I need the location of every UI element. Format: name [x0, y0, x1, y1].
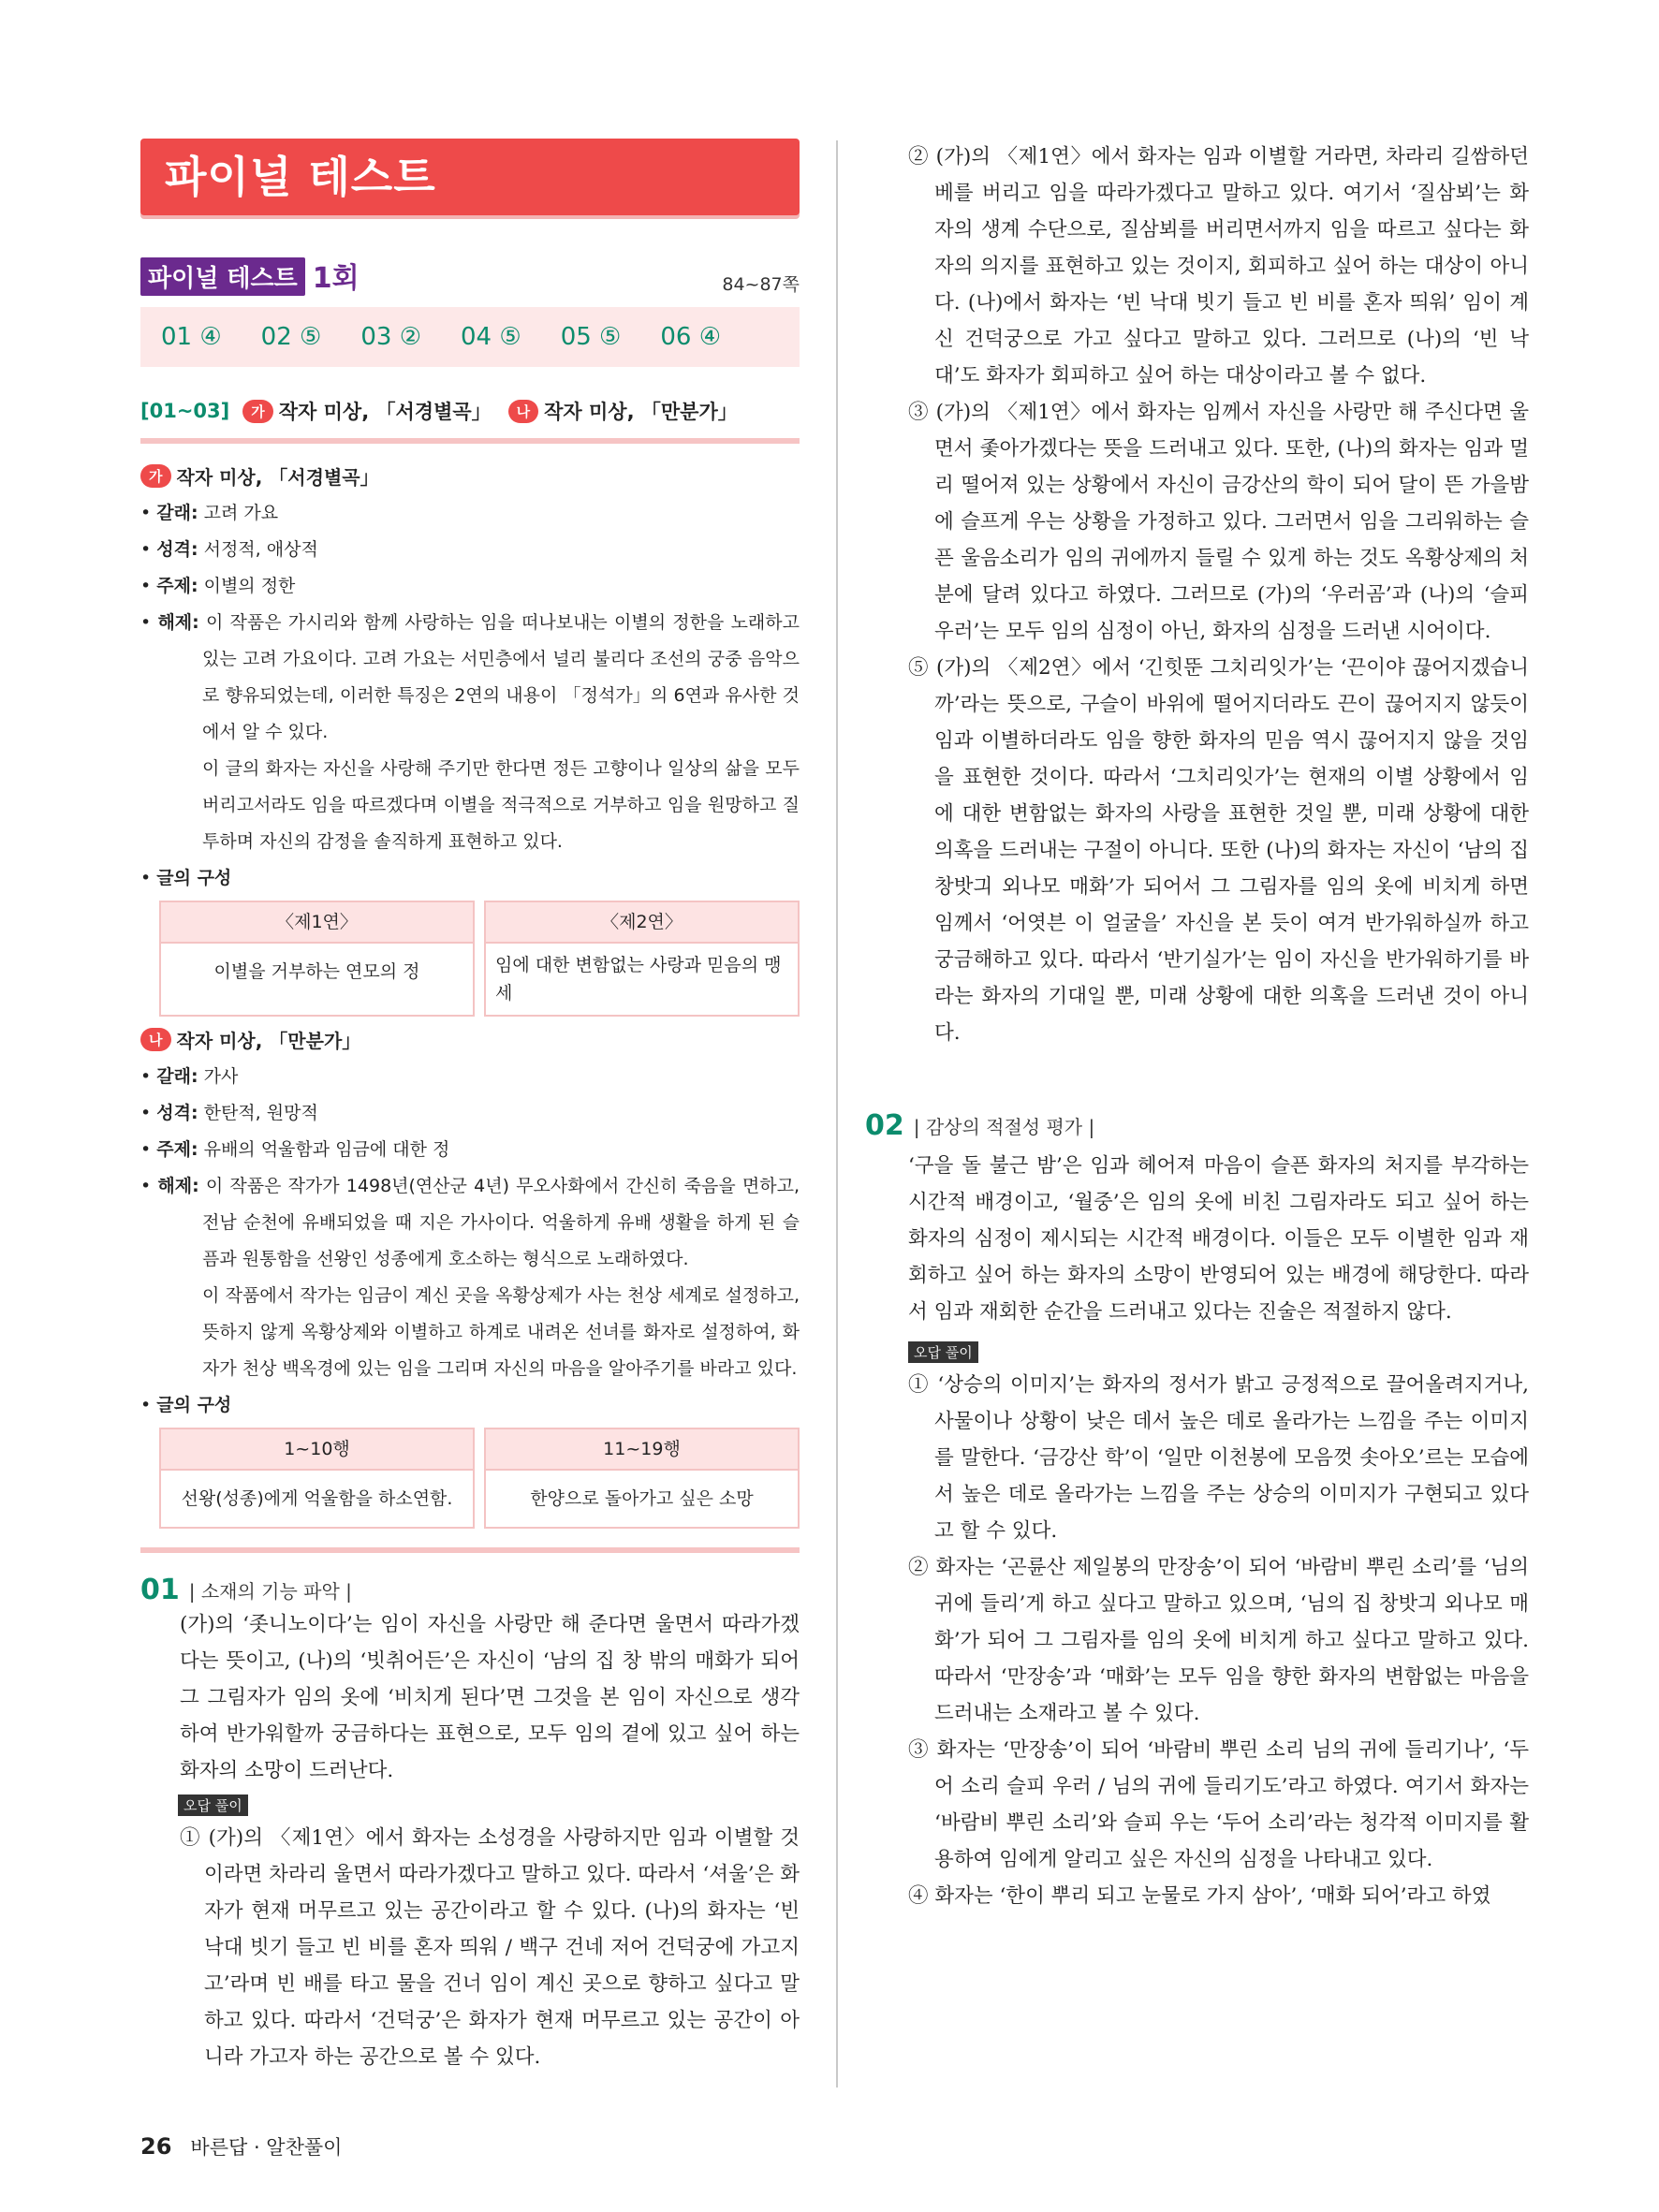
test-header	[140, 255, 800, 296]
test-round: 1회	[312, 262, 360, 295]
answer-item: 05 ⑤	[560, 323, 622, 351]
ga-title: 작자 미상, 「서경별곡」	[176, 466, 379, 489]
na-structure-label: • 글의 구성	[140, 1395, 232, 1415]
answer-item: 04 ⑤	[461, 323, 521, 351]
na-genre: • 갈래: 가사	[140, 1066, 239, 1087]
table-cell: 선왕(성종)에게 억울함을 하소연함.	[181, 1488, 453, 1509]
work-na: 작자 미상, 「만분가」	[544, 401, 738, 423]
left-column	[140, 139, 800, 2075]
section-title	[140, 397, 800, 425]
table-header: 1~10행	[161, 1429, 473, 1471]
question-type: | 감상의 적절성 평가 |	[913, 1116, 1095, 1138]
ga-structure-table	[159, 901, 800, 1017]
ga-heading	[140, 462, 800, 490]
na-explanation: • 해제: 이 작품은 작가가 1498년(연산군 4년) 무오사화에서 간신히 죽음을 면하고, 전남 순천에 유배되었을 때 지은 가사이다. 억울하게 유배 생활을 하게 된 슬픔과 원통함을 선왕인 성종에게 호소하는 형식으로 노래하였다.	[140, 1176, 800, 1269]
question-02-answer: ‘구을 돌 불근 밤’은 임과 헤어져 마음이 슬픈 화자의 처지를 부각하는 시간적 배경이고, ‘월중’은 임의 옷에 비친 그림자라도 되고 싶어 하는 화자의 심정이 제시되는 시간적 배경이다. 이들은 모두 이별한 임과 재회하고 싶어 하는 화자의 소망이 반영되어 있는 배경에 해당한다. 따라서 임과 재회한 순간을 드러내고 있다는 진술은 적절하지 않다.	[908, 1154, 1529, 1324]
wrong-option-3: ③ (가)의 〈제1연〉에서 화자는 임께서 자신을 사랑만 해 주신다면 울면서 좇아가겠다는 뜻을 드러내고 있다. 또한, (나)의 화자는 임과 멀리 떨어져 있는 상황에서 자신이 금강산의 학이 되어 달이 뜬 가을밤에 슬프게 우는 상황을 가정하고 있다. 그러면서 임을 그리워하는 슬픈 울음소리가 임의 귀에까지 들릴 수 있게 하는 것도 옥황상제의 처분에 달려 있다고 하였다. 그러므로 (가)의 ‘우러곰’과 (나)의 ‘슬피 우러’는 모두 임의 심정이 아닌, 화자의 심정을 드러낸 시어이다.	[908, 401, 1529, 643]
question-number: 01	[140, 1574, 180, 1606]
ga-explanation-2: 이 글의 화자는 자신을 사랑해 주기만 한다면 정든 고향이나 일상의 삶을 모두 버리고서라도 임을 따르겠다며 이별을 적극적으로 거부하고 임을 원망하고 질투하며 자신의 감정을 솔직하게 표현하고 있다.	[202, 758, 800, 852]
table-cell: 이별을 거부하는 연모의 정	[213, 961, 420, 982]
final-test-banner: 파이널 테스트	[140, 139, 800, 215]
wrong-option-4: ④ 화자는 ‘한이 뿌리 되고 눈물로 가지 삼아’, ‘매화 되어’라고 하였	[908, 1884, 1491, 1908]
wrong-option-3: ③ 화자는 ‘만장송’이 되어 ‘바람비 뿌린 소리 님의 귀에 들리기나’, ‘두어 소리 슬피 우러 / 님의 귀에 들리기도’라고 하였다. 여기서 화자는 ‘바람비 뿌린 소리’와 슬피 우는 ‘두어 소리’라는 청각적 이미지를 활용하여 임에게 알리고 싶은 자신의 심정을 나타내고 있다.	[908, 1738, 1529, 1871]
page-footer	[140, 2132, 342, 2161]
question-01-header	[140, 1574, 800, 1606]
table-column	[484, 1428, 800, 1529]
na-character: • 성격: 한탄적, 원망적	[140, 1103, 318, 1123]
page-range: 84~87쪽	[722, 274, 800, 295]
question-type: | 소재의 기능 파악 |	[188, 1580, 352, 1603]
na-explanation-2: 이 작품에서 작가는 임금이 계신 곳을 옥황상제가 사는 천상 세계로 설정하고, 뜻하지 않게 옥황상제와 이별하고 하계로 내려온 선녀를 화자로 설정하여, 화자가 천상 백옥경에 있는 임을 그리며 자신의 마음을 알아주기를 바라고 있다.	[202, 1285, 800, 1379]
footer-label: 바른답 · 알찬풀이	[190, 2136, 343, 2159]
wrong-answer-badge: 오답 풀이	[178, 1795, 248, 1816]
question-number: 02	[865, 1109, 904, 1142]
page-number: 26	[140, 2133, 172, 2160]
table-column	[484, 901, 800, 1017]
table-column	[159, 1428, 475, 1529]
answer-item: 02 ⑤	[260, 323, 322, 351]
table-cell: 한양으로 돌아가고 싶은 소망	[530, 1488, 754, 1509]
na-structure-table	[159, 1428, 800, 1529]
question-01-answer: (가)의 ‘좃니노이다’는 임이 자신을 사랑만 해 준다면 울면서 따라가겠다는 뜻이고, (나)의 ‘빗취어든’은 자신이 ‘남의 집 창 밖의 매화가 되어 그 그림자가 임의 옷에 ‘비치게 된다’면 그것을 본 임이 자신으로 생각하여 반가워할까 궁금하다는 표현으로, 모두 임의 곁에 있고 싶어 하는 화자의 소망이 드러난다.	[180, 1613, 800, 1782]
table-header: 〈제1연〉	[161, 902, 473, 944]
answer-item: 06 ④	[660, 323, 722, 351]
wrong-option-2: ② 화자는 ‘곤륜산 제일봉의 만장송’이 되어 ‘바람비 뿌린 소리’를 ‘님의 귀에 들리’게 하고 싶다고 말하고 있으며, ‘님의 집 창밧긔 외나모 매화’가 되어 그 그림자를 임의 옷에 비치게 하고 싶다고 말하고 있다. 따라서 ‘만장송’과 ‘매화’는 모두 임을 향한 화자의 변함없는 마음을 드러내는 소재라고 볼 수 있다.	[908, 1556, 1529, 1725]
ga-theme: • 주제: 이별의 정한	[140, 576, 296, 596]
table-header: 11~19행	[486, 1429, 798, 1471]
tag-ga: 가	[140, 464, 171, 488]
column-divider	[836, 140, 838, 2087]
work-ga: 작자 미상, 「서경별곡」	[278, 401, 492, 423]
wrong-option-5: ⑤ (가)의 〈제2연〉에서 ‘긴힛뚠 그치리잇가’는 ‘끈이야 끊어지겠습니까’라는 뜻으로, 구슬이 바위에 떨어지더라도 끈이 끊어지지 않듯이 임과 이별하더라도 임을 향한 화자의 믿음 역시 끊어지지 않을 것임을 표현한 것이다. 따라서 ‘그치리잇가’는 현재의 이별 상황에서 임에 대한 변함없는 화자의 사랑을 표현한 것일 뿐, 미래 상황에 대한 의혹을 드러내는 구절이 아니다. 또한 (나)의 화자는 자신이 ‘남의 집 창밧긔 외나모 매화’가 되어서 그 그림자를 임의 옷에 비치게 하면 임께서 ‘어엿븐 이 얼굴을’ 자신을 본 듯이 여겨 반가워하실까 하고 궁금해하고 있다. 따라서 ‘반기실가’는 임이 자신을 반가워하기를 바라는 화자의 기대일 뿐, 미래 상황에 대한 의혹을 드러낸 것이 아니다.	[908, 656, 1529, 1045]
wrong-answer-badge: 오답 풀이	[908, 1341, 978, 1363]
table-cell: 임에 대한 변함없는 사랑과 믿음의 맹세	[495, 955, 782, 1003]
na-title: 작자 미상, 「만분가」	[176, 1030, 361, 1052]
test-badge: 파이널 테스트	[140, 257, 305, 296]
wrong-option-1: ① ‘상승의 이미지’는 화자의 정서가 밝고 긍정적으로 끌어올려지거나, 사물이나 상황이 낮은 데서 높은 데로 올라가는 느낌을 주는 이미지를 말한다. ‘금강산 학’이 ‘일만 이천봉에 모음껏 솟아오’르는 모습에서 높은 데로 올라가는 느낌을 주는 상승의 이미지가 구현되고 있다고 할 수 있다.	[908, 1373, 1529, 1543]
ga-genre: • 갈래: 고려 가요	[140, 503, 279, 523]
wrong-option-2: ② (가)의 〈제1연〉에서 화자는 임과 이별할 거라면, 차라리 길쌈하던 베를 버리고 임을 따라가겠다고 말하고 있다. 여기서 ‘질삼뵈’는 화자의 생계 수단으로, 질삼뵈를 버리면서까지 임을 따르고 싶다는 화자의 의지를 표현하고 있는 것이지, 회피하고 싶어 하는 대상이 아니다. (나)에서 화자는 ‘빈 낙대 빗기 들고 빈 비를 혼자 띄워’ 임이 계신 건덕궁으로 가고 싶다고 말하고 있다. 그러므로 (나)의 ‘빈 낙대’도 화자가 회피하고 싶어 하는 대상이라고 볼 수 없다.	[908, 145, 1529, 388]
ga-structure-label: • 글의 구성	[140, 868, 232, 888]
answer-item: 03 ②	[360, 323, 422, 351]
ga-explanation: • 해제: 이 작품은 가시리와 함께 사랑하는 임을 떠나보내는 이별의 정한을 노래하고 있는 고려 가요이다. 고려 가요는 서민층에서 널리 불리다 조선의 궁중 음악으로 향유되었는데, 이러한 특징은 2연의 내용이 「정석가」의 6연과 유사한 것에서 알 수 있다.	[140, 612, 800, 742]
tag-na: 나	[140, 1028, 171, 1051]
work-info-box	[140, 438, 800, 1553]
na-heading	[140, 1026, 800, 1053]
table-column	[159, 901, 475, 1017]
answer-key	[140, 307, 800, 367]
tag-na: 나	[508, 400, 539, 423]
table-header: 〈제2연〉	[486, 902, 798, 944]
ga-character: • 성격: 서정적, 애상적	[140, 539, 318, 560]
right-column	[865, 139, 1529, 1914]
question-02-header	[865, 1109, 1529, 1142]
na-theme: • 주제: 유배의 억울함과 임금에 대한 정	[140, 1139, 450, 1160]
question-range: [01~03]	[140, 400, 230, 422]
tag-ga: 가	[242, 400, 273, 423]
answer-item: 01 ④	[161, 323, 222, 351]
wrong-option-1: ① (가)의 〈제1연〉에서 화자는 소성경을 사랑하지만 임과 이별할 것이라면 차라리 울면서 따라가겠다고 말하고 있다. 따라서 ‘셔울’은 화자가 현재 머무르고 있는 공간이라고 할 수 있다. (나)의 화자는 ‘빈 낙대 빗기 들고 빈 비를 혼자 띄워 / 백구 건네 저어 건덕궁에 가고지고’라며 빈 배를 타고 물을 건너 임이 계신 곳으로 향하고 싶다고 말하고 있다. 따라서 ‘건덕궁’은 화자가 현재 머무르고 있는 공간이 아니라 가고자 하는 공간으로 볼 수 있다.	[180, 1826, 800, 2069]
